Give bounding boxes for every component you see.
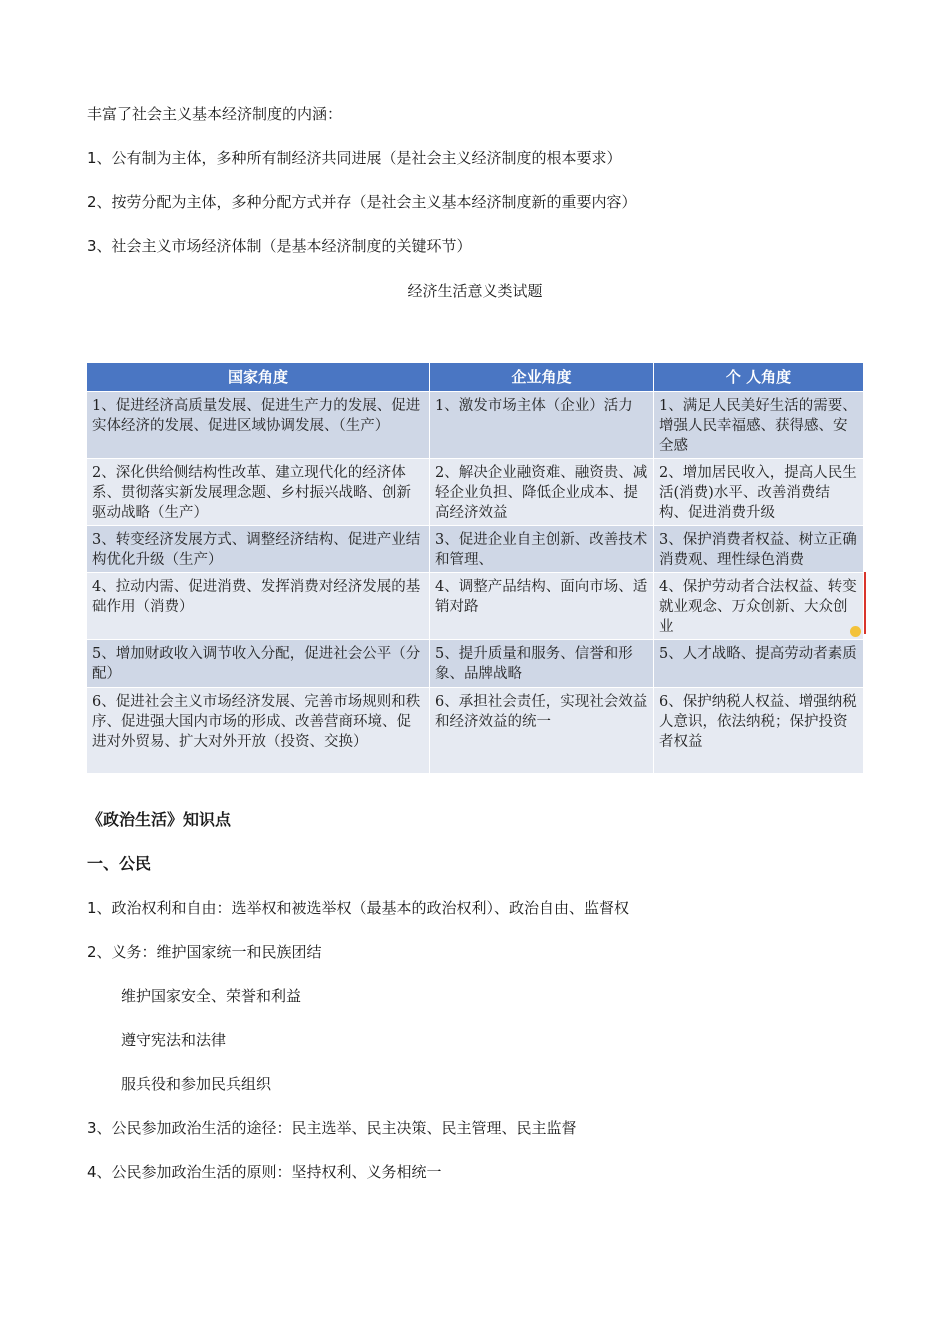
table-cell: 6、承担社会责任，实现社会效益和经济效益的统一 (430, 688, 654, 774)
significance-table-image (86, 362, 863, 770)
table-cell: 1、满足人民美好生活的需要、增强人民幸福感、获得感、安全感 (654, 392, 864, 459)
table-row (87, 640, 864, 688)
table-title: 经济生活意义类试题 (407, 282, 543, 300)
table-row (87, 573, 864, 640)
table-cell: 2、增加居民收入，提高人民生活(消费)水平、改善消费结构、促进消费升级 (654, 459, 864, 526)
list-item: 1、政治权利和自由：选举权和被选举权（最基本的政治权利）、政治自由、监督权 (87, 899, 630, 917)
table-row (87, 459, 864, 526)
significance-table (86, 362, 864, 774)
table-cell: 4、拉动内需、促进消费、发挥消费对经济发展的基础作用（消费） (87, 573, 430, 640)
intro-line-1: 1、公有制为主体，多种所有制经济共同进展（是社会主义经济制度的根本要求） (87, 149, 622, 167)
table-cell: 5、增加财政收入调节收入分配，促进社会公平（分配） (87, 640, 430, 688)
table-cell: 6、促进社会主义市场经济发展、完善市场规则和秩序、促进强大国内市场的形成、改善营商环境、促进对外贸易、扩大对外开放（投资、交换） (87, 688, 430, 774)
intro-line-3: 3、社会主义市场经济体制（是基本经济制度的关键环节） (87, 237, 472, 255)
table-cell: 1、促进经济高质量发展、促进生产力的发展、促进实体经济的发展、促进区域协调发展、（生产） (87, 392, 430, 459)
header-individual: 个 人角度 (654, 363, 864, 392)
section-title: 《政治生活》知识点 (87, 810, 232, 829)
list-item: 3、公民参加政治生活的途径：民主选举、民主决策、民主管理、民主监督 (87, 1119, 577, 1137)
header-enterprise: 企业角度 (430, 363, 654, 392)
table-cell: 3、转变经济发展方式、调整经济结构、促进产业结构优化升级（生产） (87, 526, 430, 573)
section-subtitle: 一、公民 (87, 854, 152, 873)
intro-line-2: 2、按劳分配为主体，多种分配方式并存（是社会主义基本经济制度新的重要内容） (87, 193, 637, 211)
list-subitem: 维护国家安全、荣誉和利益 (121, 987, 302, 1005)
list-item: 4、公民参加政治生活的原则：坚持权利、义务相统一 (87, 1163, 442, 1181)
annotation-marker (858, 572, 866, 634)
table-cell: 4、调整产品结构、面向市场、适销对路 (430, 573, 654, 640)
table-row (87, 392, 864, 459)
table-cell: 5、提升质量和服务、信誉和形象、品牌战略 (430, 640, 654, 688)
list-subitem: 遵守宪法和法律 (121, 1031, 227, 1049)
table-cell: 2、深化供给侧结构性改革、建立现代化的经济体系、贯彻落实新发展理念题、乡村振兴战略、创新驱动战略（生产） (87, 459, 430, 526)
table-row (87, 688, 864, 774)
table-cell: 6、保护纳税人权益、增强纳税人意识，依法纳税；保护投资者权益 (654, 688, 864, 774)
header-country: 国家角度 (87, 363, 430, 392)
list-item: 2、义务：维护国家统一和民族团结 (87, 943, 322, 961)
table-row (87, 526, 864, 573)
list-subitem: 服兵役和参加民兵组织 (121, 1075, 272, 1093)
intro-line-0: 丰富了社会主义基本经济制度的内涵： (87, 105, 343, 123)
annotation-dot (850, 626, 861, 637)
table-cell: 2、解决企业融资难、融资贵、减轻企业负担、降低企业成本、提高经济效益 (430, 459, 654, 526)
table-cell: 3、促进企业自主创新、改善技术和管理、 (430, 526, 654, 573)
table-header-row (87, 363, 864, 392)
table-cell: 5、人才战略、提高劳动者素质 (654, 640, 864, 688)
table-cell: 1、激发市场主体（企业）活力 (430, 392, 654, 459)
table-cell: 3、保护消费者权益、树立正确消费观、理性绿色消费 (654, 526, 864, 573)
table-cell: 4、保护劳动者合法权益、转变就业观念、万众创新、大众创业 (654, 573, 864, 640)
